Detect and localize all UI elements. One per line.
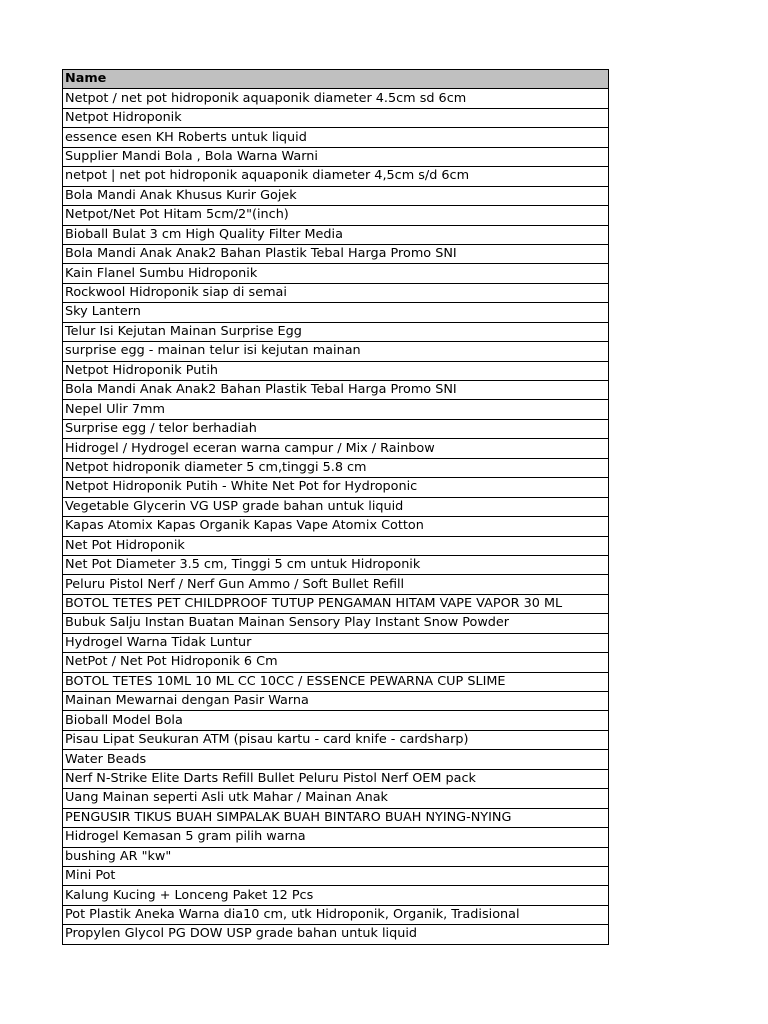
cell-name[interactable]: Bioball Bulat 3 cm High Quality Filter Media xyxy=(63,225,609,244)
table-row xyxy=(63,303,609,322)
table-row xyxy=(63,555,609,574)
table-row xyxy=(63,244,609,263)
table-row xyxy=(63,167,609,186)
table-row xyxy=(63,925,609,944)
cell-name[interactable]: Bubuk Salju Instan Buatan Mainan Sensory Play Instant Snow Powder xyxy=(63,614,609,633)
cell-name[interactable]: Bola Mandi Anak Anak2 Bahan Plastik Tebal Harga Promo SNI xyxy=(63,381,609,400)
table-row xyxy=(63,381,609,400)
cell-name[interactable]: Netpot Hidroponik xyxy=(63,108,609,127)
spreadsheet-table-container xyxy=(62,69,609,945)
cell-name[interactable]: Kapas Atomix Kapas Organik Kapas Vape Atomix Cotton xyxy=(63,517,609,536)
table-row xyxy=(63,808,609,827)
table-row xyxy=(63,905,609,924)
table-row xyxy=(63,711,609,730)
cell-name[interactable]: Peluru Pistol Nerf / Nerf Gun Ammo / Soft Bullet Refill xyxy=(63,575,609,594)
table-row xyxy=(63,497,609,516)
cell-name[interactable]: Netpot hidroponik diameter 5 cm,tinggi 5.8 cm xyxy=(63,458,609,477)
table-row xyxy=(63,186,609,205)
table-row xyxy=(63,886,609,905)
table-row xyxy=(63,692,609,711)
table-row xyxy=(63,478,609,497)
table-row xyxy=(63,536,609,555)
table-row xyxy=(63,89,609,108)
table-row xyxy=(63,614,609,633)
table-row xyxy=(63,653,609,672)
cell-name[interactable]: netpot | net pot hidroponik aquaponik diameter 4,5cm s/d 6cm xyxy=(63,167,609,186)
cell-name[interactable]: surprise egg - mainan telur isi kejutan mainan xyxy=(63,342,609,361)
table-row xyxy=(63,419,609,438)
table-row xyxy=(63,517,609,536)
cell-name[interactable]: Kalung Kucing + Lonceng Paket 12 Pcs xyxy=(63,886,609,905)
table-row xyxy=(63,828,609,847)
cell-name[interactable]: Supplier Mandi Bola , Bola Warna Warni xyxy=(63,147,609,166)
table-row xyxy=(63,400,609,419)
product-name-table xyxy=(62,69,609,945)
cell-name[interactable]: essence esen KH Roberts untuk liquid xyxy=(63,128,609,147)
cell-name[interactable]: Netpot / net pot hidroponik aquaponik diameter 4.5cm sd 6cm xyxy=(63,89,609,108)
table-row xyxy=(63,225,609,244)
table-row xyxy=(63,594,609,613)
cell-name[interactable]: Bola Mandi Anak Khusus Kurir Gojek xyxy=(63,186,609,205)
cell-name[interactable]: Sky Lantern xyxy=(63,303,609,322)
cell-name[interactable]: Bioball Model Bola xyxy=(63,711,609,730)
column-header-name[interactable]: Name xyxy=(63,70,609,89)
cell-name[interactable]: Nepel Ulir 7mm xyxy=(63,400,609,419)
cell-name[interactable]: Nerf N-Strike Elite Darts Refill Bullet Peluru Pistol Nerf OEM pack xyxy=(63,769,609,788)
cell-name[interactable]: NetPot / Net Pot Hidroponik 6 Cm xyxy=(63,653,609,672)
table-row xyxy=(63,147,609,166)
cell-name[interactable]: Net Pot Diameter 3.5 cm, Tinggi 5 cm untuk Hidroponik xyxy=(63,555,609,574)
table-row xyxy=(63,458,609,477)
cell-name[interactable]: Rockwool Hidroponik siap di semai xyxy=(63,283,609,302)
table-row xyxy=(63,283,609,302)
table-row xyxy=(63,361,609,380)
cell-name[interactable]: Mini Pot xyxy=(63,866,609,885)
table-body xyxy=(63,89,609,944)
table-row xyxy=(63,730,609,749)
cell-name[interactable]: Netpot Hidroponik Putih xyxy=(63,361,609,380)
cell-name[interactable]: Netpot/Net Pot Hitam 5cm/2"(inch) xyxy=(63,206,609,225)
cell-name[interactable]: Hydrogel Warna Tidak Luntur xyxy=(63,633,609,652)
table-row xyxy=(63,342,609,361)
table-row xyxy=(63,322,609,341)
cell-name[interactable]: Propylen Glycol PG DOW USP grade bahan untuk liquid xyxy=(63,925,609,944)
cell-name[interactable]: Uang Mainan seperti Asli utk Mahar / Mainan Anak xyxy=(63,789,609,808)
cell-name[interactable]: Hidrogel Kemasan 5 gram pilih warna xyxy=(63,828,609,847)
table-row xyxy=(63,439,609,458)
table-row xyxy=(63,575,609,594)
table-row xyxy=(63,108,609,127)
cell-name[interactable]: BOTOL TETES 10ML 10 ML CC 10CC / ESSENCE PEWARNA CUP SLIME xyxy=(63,672,609,691)
cell-name[interactable]: Net Pot Hidroponik xyxy=(63,536,609,555)
cell-name[interactable]: Netpot Hidroponik Putih - White Net Pot for Hydroponic xyxy=(63,478,609,497)
cell-name[interactable]: PENGUSIR TIKUS BUAH SIMPALAK BUAH BINTARO BUAH NYING-NYING xyxy=(63,808,609,827)
cell-name[interactable]: bushing AR "kw" xyxy=(63,847,609,866)
cell-name[interactable]: Hidrogel / Hydrogel eceran warna campur / Mix / Rainbow xyxy=(63,439,609,458)
cell-name[interactable]: Pisau Lipat Seukuran ATM (pisau kartu - card knife - cardsharp) xyxy=(63,730,609,749)
table-row xyxy=(63,866,609,885)
cell-name[interactable]: Kain Flanel Sumbu Hidroponik xyxy=(63,264,609,283)
table-row xyxy=(63,847,609,866)
cell-name[interactable]: Vegetable Glycerin VG USP grade bahan untuk liquid xyxy=(63,497,609,516)
cell-name[interactable]: Surprise egg / telor berhadiah xyxy=(63,419,609,438)
table-row xyxy=(63,672,609,691)
cell-name[interactable]: Mainan Mewarnai dengan Pasir Warna xyxy=(63,692,609,711)
cell-name[interactable]: Bola Mandi Anak Anak2 Bahan Plastik Tebal Harga Promo SNI xyxy=(63,244,609,263)
cell-name[interactable]: Telur Isi Kejutan Mainan Surprise Egg xyxy=(63,322,609,341)
cell-name[interactable]: BOTOL TETES PET CHILDPROOF TUTUP PENGAMAN HITAM VAPE VAPOR 30 ML xyxy=(63,594,609,613)
table-row xyxy=(63,769,609,788)
table-row xyxy=(63,128,609,147)
header-row xyxy=(63,70,609,89)
cell-name[interactable]: Water Beads xyxy=(63,750,609,769)
table-row xyxy=(63,750,609,769)
cell-name[interactable]: Pot Plastik Aneka Warna dia10 cm, utk Hidroponik, Organik, Tradisional xyxy=(63,905,609,924)
table-row xyxy=(63,206,609,225)
table-row xyxy=(63,264,609,283)
table-row xyxy=(63,633,609,652)
table-row xyxy=(63,789,609,808)
